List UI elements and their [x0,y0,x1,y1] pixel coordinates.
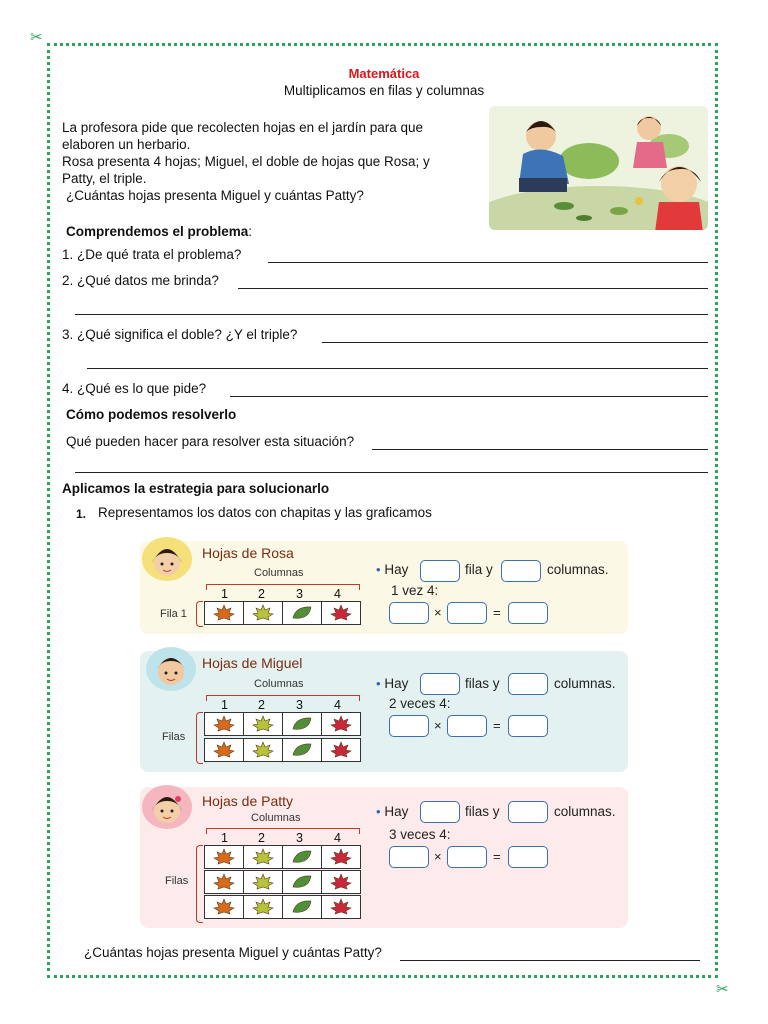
maple-leaf-red-icon [329,898,353,916]
leaf-cell [283,739,322,761]
resolver-heading: Cómo podemos resolverlo [66,407,237,422]
maple-leaf-yellow-icon [251,873,275,891]
answer-line[interactable] [238,288,708,289]
column-number: 4 [334,587,341,601]
leaf-cell [205,713,244,735]
row-bracket [196,712,203,764]
columns-label: Columnas [254,567,304,579]
answer-line[interactable] [230,396,708,397]
topic-title: Multiplicamos en filas y columnas [283,83,485,98]
maple-leaf-yellow-icon [251,604,275,622]
panel-miguel [140,651,628,772]
leaf-cell [205,896,244,918]
leaf-green-icon [290,873,314,891]
leaf-cell [244,602,283,624]
rows-answer-box[interactable] [420,801,460,823]
multiply-sign: × [434,849,442,864]
leaf-cell [283,896,322,918]
maple-leaf-red-icon [329,741,353,759]
intro-line: elaboren un herbario. [62,137,191,152]
intro-line: La profesora pide que recolecten hojas en el jardín para que [62,120,423,135]
answer-line[interactable] [372,449,708,450]
maple-leaf-yellow-icon [251,848,275,866]
panel-patty [140,787,628,928]
leaf-green-icon [290,848,314,866]
maple-leaf-red-icon [329,848,353,866]
leaf-row [204,712,361,736]
leaf-cell [244,739,283,761]
leaf-row [204,895,361,919]
maple-leaf-orange-icon [212,715,236,733]
multiply-sign: × [434,718,442,733]
answer-line[interactable] [75,472,708,473]
times-text: 1 vez 4: [391,583,439,598]
column-number: 2 [258,587,265,601]
columns-answer-box[interactable] [508,673,548,695]
column-number: 3 [296,587,303,601]
maple-leaf-yellow-icon [251,715,275,733]
leaf-cell [283,713,322,735]
panel-rosa [140,541,628,634]
comprendemos-heading: Comprendemos el problema: [66,224,253,239]
intro-line: Patty, el triple. [62,171,147,186]
column-number: 1 [221,587,228,601]
hay-text: • Hay [376,562,409,577]
factor-box[interactable] [447,602,487,624]
multiply-sign: × [434,605,442,620]
panel-title: Hojas de Rosa [202,545,294,561]
equals-sign: = [493,718,501,733]
leaf-row [204,870,361,894]
maple-leaf-red-icon [329,873,353,891]
maple-leaf-orange-icon [212,873,236,891]
maple-leaf-orange-icon [212,898,236,916]
leaf-cell [244,846,283,868]
columns-label: Columnas [251,812,301,824]
row-bracket [196,601,203,627]
leaf-row [204,738,361,762]
maple-leaf-orange-icon [212,741,236,759]
patty-avatar [142,785,192,829]
answer-line[interactable] [87,368,708,369]
leaf-green-icon [290,741,314,759]
factor-box[interactable] [389,602,429,624]
column-number: 4 [334,698,341,712]
leaf-cell [205,871,244,893]
subject-title: Matemática [348,66,420,81]
maple-leaf-yellow-icon [251,741,275,759]
equals-sign: = [493,849,501,864]
maple-leaf-orange-icon [212,848,236,866]
panel-title: Hojas de Miguel [202,655,303,671]
fila-text: fila y [465,562,493,577]
leaf-row [204,601,361,625]
times-text: 2 veces 4: [389,696,451,711]
leaf-cell [322,846,360,868]
column-number: 3 [296,698,303,712]
leaf-cell [283,871,322,893]
answer-line[interactable] [75,314,708,315]
column-number: 4 [334,831,341,845]
leaf-row [204,845,361,869]
rows-answer-box[interactable] [420,673,460,695]
row-label: Filas [162,731,186,743]
leaf-cell [244,713,283,735]
filas-text: filas y [465,804,500,819]
leaf-cell [205,602,244,624]
leaf-cell [205,739,244,761]
maple-leaf-yellow-icon [251,898,275,916]
product-box[interactable] [508,846,548,868]
product-box[interactable] [508,715,548,737]
maple-leaf-orange-icon [212,604,236,622]
intro-line: Rosa presenta 4 hojas; Miguel, el doble de hojas que Rosa; y [62,154,430,169]
leaf-cell [322,713,360,735]
equals-sign: = [493,605,501,620]
step-text: Representamos los datos con chapitas y las graficamos [98,505,432,520]
final-question: ¿Cuántas hojas presenta Miguel y cuántas Patty? [84,945,382,960]
columnas-text: columnas. [554,676,616,691]
leaf-green-icon [290,898,314,916]
intro-text [62,119,482,204]
aplicamos-heading: Aplicamos la estrategia para solucionarlo [62,481,330,496]
columns-answer-box[interactable] [501,560,541,582]
row-label: Fila 1 [160,608,187,620]
leaf-cell [283,602,322,624]
times-text: 3 veces 4: [389,827,451,842]
leaf-green-icon [290,715,314,733]
question-2: 2. ¿Qué datos me brinda? [62,273,219,288]
column-number: 2 [258,831,265,845]
resolver-question: Qué pueden hacer para resolver esta situación? [66,434,355,449]
rosa-avatar [142,537,192,581]
answer-line[interactable] [400,960,700,961]
column-number: 1 [221,831,228,845]
leaf-cell [322,871,360,893]
filas-text: filas y [465,676,500,691]
columnas-text: columnas. [554,804,616,819]
factor-box[interactable] [389,846,429,868]
leaf-cell [244,871,283,893]
columnas-text: columnas. [547,562,609,577]
question-4: 4. ¿Qué es lo que pide? [62,381,207,396]
rows-answer-box[interactable] [420,560,460,582]
hay-text: • Hay [376,804,409,819]
intro-line: ¿Cuántas hojas presenta Miguel y cuántas Patty? [66,188,364,203]
factor-box[interactable] [447,715,487,737]
leaf-cell [322,739,360,761]
column-number: 3 [296,831,303,845]
maple-leaf-red-icon [329,604,353,622]
factor-box[interactable] [389,715,429,737]
children-garden-illustration [489,106,708,230]
miguel-avatar [146,647,196,691]
columns-label: Columnas [254,678,304,690]
leaf-cell [244,896,283,918]
leaf-cell [205,846,244,868]
row-label: Filas [165,875,189,887]
column-number: 1 [221,698,228,712]
row-bracket [196,845,203,923]
leaf-cell [283,846,322,868]
answer-line[interactable] [322,342,708,343]
column-number: 2 [258,698,265,712]
scissors-icon: ✂ [30,29,43,46]
step-number: 1. [76,507,87,521]
panel-title: Hojas de Patty [202,793,294,809]
scissors-icon: ✂ [716,981,729,998]
hay-text: • Hay [376,676,409,691]
maple-leaf-red-icon [329,715,353,733]
leaf-green-icon [290,604,314,622]
question-3: 3. ¿Qué significa el doble? ¿Y el triple? [62,327,298,342]
question-1: 1. ¿De qué trata el problema? [62,247,242,262]
factor-box[interactable] [447,846,487,868]
columns-answer-box[interactable] [508,801,548,823]
leaf-cell [322,896,360,918]
leaf-cell [322,602,360,624]
product-box[interactable] [508,602,548,624]
answer-line[interactable] [268,262,708,263]
